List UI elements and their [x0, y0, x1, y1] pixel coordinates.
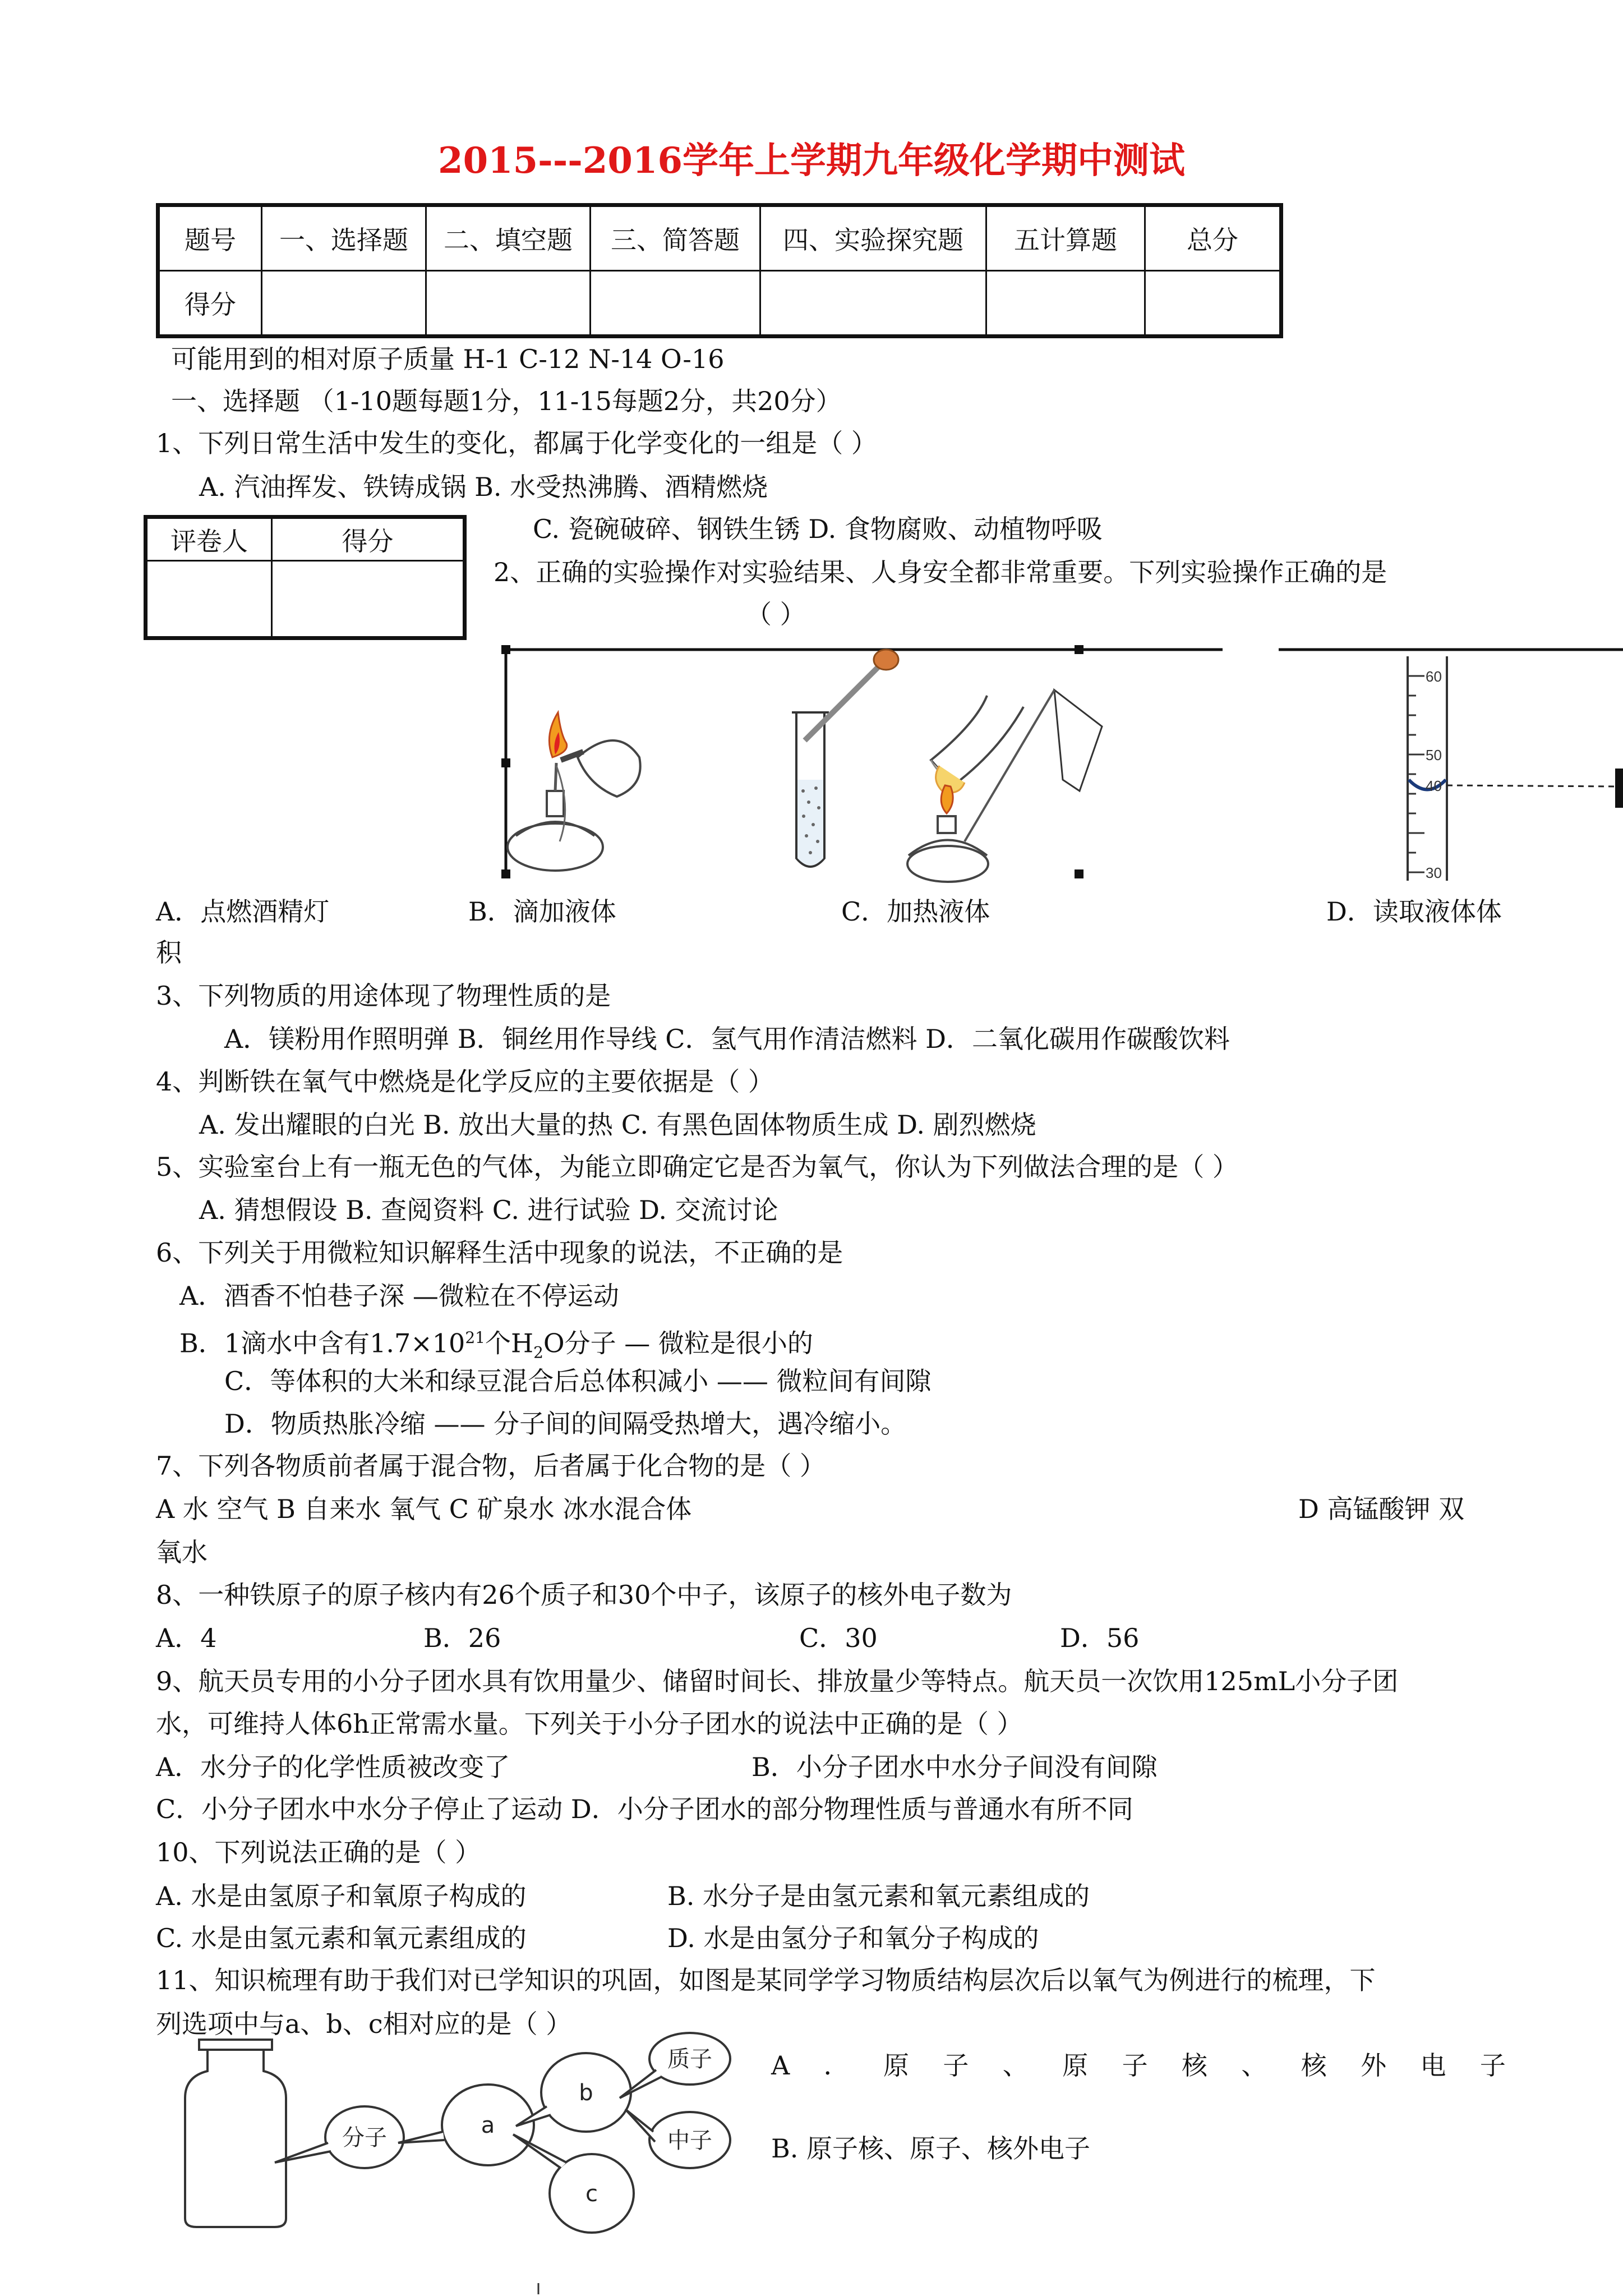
q11a-char: A — [771, 2050, 790, 2081]
question-8-option-b: B．26 — [423, 1623, 501, 1653]
question-9-stem-line2: 水，可维持人体6h正常需水量。下列关于小分子团水的说法中正确的是（ ） — [156, 1709, 1023, 1739]
scale-label: 40 — [1426, 777, 1442, 794]
question-9-option-b: B．小分子团水中水分子间没有间隙 — [751, 1752, 1158, 1782]
q11a-char: ． — [823, 2050, 850, 2081]
question-8-option-d: D．56 — [1060, 1623, 1140, 1653]
question-10-option-a: A. 水是由氢原子和氧原子构成的 — [156, 1881, 527, 1911]
question-2-option-d-cont: 积 — [156, 937, 182, 968]
diagram-a-label: a — [481, 2113, 495, 2138]
score-empty-cell — [986, 271, 1145, 337]
question-1-options-ab: A. 汽油挥发、铁铸成锅 B. 水受热沸腾、酒精燃烧 — [199, 472, 768, 502]
question-11-option-a — [771, 2049, 1506, 2082]
question-7-stem: 7、下列各物质前者属于混合物，后者属于化合物的是（ ） — [156, 1451, 826, 1481]
question-7-option-d: D 高锰酸钾 双 — [1298, 1494, 1465, 1524]
question-10-stem: 10、下列说法正确的是（ ） — [156, 1837, 481, 1867]
score-header-cell: 题号 — [158, 205, 262, 271]
q11a-char: 电 — [1420, 2050, 1446, 2081]
q11a-char: 、 — [1002, 2050, 1029, 2081]
question-9-stem-line1: 9、航天员专用的小分子团水具有饮用量少、储留时间长、排放量少等特点。航天员一次饮用125mL小分子团 — [156, 1666, 1399, 1696]
q11a-char: 子 — [1479, 2050, 1506, 2081]
score-header-cell: 三、简答题 — [591, 205, 760, 271]
question-1-options-cd: C. 瓷碗破碎、钢铁生锈 D. 食物腐败、动植物呼吸 — [533, 514, 1103, 544]
question-2-option-b: B．滴加液体 — [468, 896, 616, 927]
scale-label: 30 — [1426, 864, 1442, 881]
score-empty-cell — [591, 271, 760, 337]
score-header-cell: 五计算题 — [986, 205, 1145, 271]
q11a-char: 原 — [1062, 2050, 1089, 2081]
question-5-stem: 5、实验室台上有一瓶无色的气体，为能立即确定它是否为氧气，你认为下列做法合理的是（ ） — [156, 1152, 1238, 1182]
grader-table — [144, 515, 467, 640]
question-11-option-b: B. 原子核、原子、核外电子 — [771, 2133, 1091, 2164]
score-header-cell: 总分 — [1145, 205, 1281, 271]
score-empty-cell — [760, 271, 986, 337]
score-table — [156, 203, 1283, 338]
q6b-text: 个H — [485, 1328, 534, 1359]
question-9-option-a: A．水分子的化学性质被改变了 — [156, 1752, 510, 1782]
lab-operations-figure — [494, 639, 1623, 881]
question-6-option-a: A．酒香不怕巷子深 —微粒在不停运动 — [179, 1281, 619, 1311]
question-4-options: A. 发出耀眼的白光 B. 放出大量的热 C. 有黑色固体物质生成 D. 剧烈燃烧 — [199, 1110, 1036, 1140]
question-3-options: A．镁粉用作照明弹 B．铜丝用作导线 C．氢气用作清洁燃料 D．二氧化碳用作碳酸饮料 — [224, 1024, 1230, 1054]
diagram-proton-label: 质子 — [667, 2046, 712, 2072]
graduated-cylinder-icon — [1408, 656, 1623, 881]
score-header-cell: 四、实验探究题 — [760, 205, 986, 271]
q11a-char: 子 — [1122, 2050, 1148, 2081]
score-empty-cell — [262, 271, 426, 337]
score-empty-cell — [1145, 271, 1281, 337]
question-6-option-d: D．物质热胀冷缩 —— 分子间的间隔受热增大，遇冷缩小。 — [224, 1409, 907, 1439]
q11a-char: 外 — [1361, 2050, 1387, 2081]
gas-bottle-icon — [185, 2040, 286, 2227]
atomic-mass-line: 可能用到的相对原子质量 H-1 C-12 N-14 O-16 — [171, 344, 725, 374]
diagram-neutron-label: 中子 — [667, 2128, 712, 2154]
q6b-subscript: 2 — [533, 1343, 543, 1362]
q11a-char: 原 — [883, 2050, 910, 2081]
grader-label: 评卷人 — [146, 517, 272, 561]
section-heading: 一、选择题 （1-10题每题1分，11-15每题2分，共20分） — [171, 386, 842, 416]
q11a-char: 子 — [943, 2050, 969, 2081]
score-row-label: 得分 — [158, 271, 262, 337]
grader-score-label: 得分 — [272, 517, 465, 561]
question-6-option-b — [179, 1321, 813, 1370]
q11a-char: 核 — [1301, 2050, 1327, 2081]
alcohol-lamp-icon — [508, 712, 640, 871]
question-4-stem: 4、判断铁在氧气中燃烧是化学反应的主要依据是（ ） — [156, 1066, 774, 1097]
question-11-stem-line2: 列选项中与a、b、c相对应的是（ ） — [156, 2009, 572, 2039]
q6b-text: B．1滴水中含有1.7×10 — [179, 1328, 465, 1359]
grader-empty-cell — [272, 561, 465, 638]
diagram-molecule-label: 分子 — [342, 2125, 387, 2151]
exam-title: 2015---2016学年上学期九年级化学期中测试 — [438, 140, 1185, 182]
q6b-superscript: 21 — [465, 1328, 485, 1347]
question-8-option-c: C．30 — [799, 1623, 878, 1653]
diagram-c-label: c — [585, 2181, 598, 2207]
question-8-option-a: A．4 — [156, 1623, 217, 1653]
question-8-stem: 8、一种铁原子的原子核内有26个质子和30个中子，该原子的核外电子数为 — [156, 1580, 1012, 1610]
scale-label: 60 — [1426, 668, 1442, 685]
question-2-paren: （ ） — [746, 599, 806, 629]
diagram-b-label: b — [579, 2080, 593, 2106]
question-7-option-d-cont: 氧水 — [156, 1537, 208, 1567]
question-2-option-a: A．点燃酒精灯 — [156, 896, 330, 927]
question-10-option-d: D. 水是由氢分子和氧分子构成的 — [667, 1923, 1039, 1953]
score-header-cell: 一、选择题 — [262, 205, 426, 271]
question-10-option-b: B. 水分子是由氢元素和氧元素组成的 — [667, 1881, 1090, 1911]
question-6-stem: 6、下列关于用微粒知识解释生活中现象的说法，不正确的是 — [156, 1237, 843, 1268]
question-2-option-d: D．读取液体体 — [1326, 896, 1502, 927]
question-7-options: A 水 空气 B 自来水 氧气 C 矿泉水 冰水混合体 — [156, 1494, 692, 1524]
question-6-option-c: C．等体积的大米和绿豆混合后总体积减小 —— 微粒间有间隙 — [224, 1366, 932, 1396]
score-header-cell: 二、填空题 — [426, 205, 591, 271]
q11a-char: 、 — [1241, 2050, 1267, 2081]
question-9-options-cd: C．小分子团水中水分子停止了运动 D．小分子团水的部分物理性质与普通水有所不同 — [156, 1794, 1133, 1824]
oxygen-structure-diagram — [174, 2031, 763, 2294]
heating-tube-icon — [907, 690, 1102, 882]
score-empty-cell — [426, 271, 591, 337]
question-5-options: A. 猜想假设 B. 查阅资料 C. 进行试验 D. 交流讨论 — [199, 1195, 778, 1225]
question-2-stem: 2、正确的实验操作对实验结果、人身安全都非常重要。下列实验操作正确的是 — [494, 557, 1387, 587]
question-10-option-c: C. 水是由氢元素和氧元素组成的 — [156, 1923, 527, 1953]
q11a-char: 核 — [1181, 2050, 1207, 2081]
question-2-option-c: C．加热液体 — [841, 896, 990, 927]
grader-empty-cell — [146, 561, 272, 638]
question-3-stem: 3、下列物质的用途体现了物理性质的是 — [156, 981, 611, 1011]
test-tube-dropper-icon — [792, 650, 898, 867]
question-11-stem-line1: 11、知识梳理有助于我们对已学知识的巩固，如图是某同学学习物质结构层次后以氧气为例进行的梳理，下 — [156, 1965, 1376, 1995]
q6b-text: O分子 — 微粒是很小的 — [543, 1328, 813, 1359]
question-1-stem: 1、下列日常生活中发生的变化，都属于化学变化的一组是（ ） — [156, 428, 877, 458]
scale-label: 50 — [1426, 747, 1442, 763]
